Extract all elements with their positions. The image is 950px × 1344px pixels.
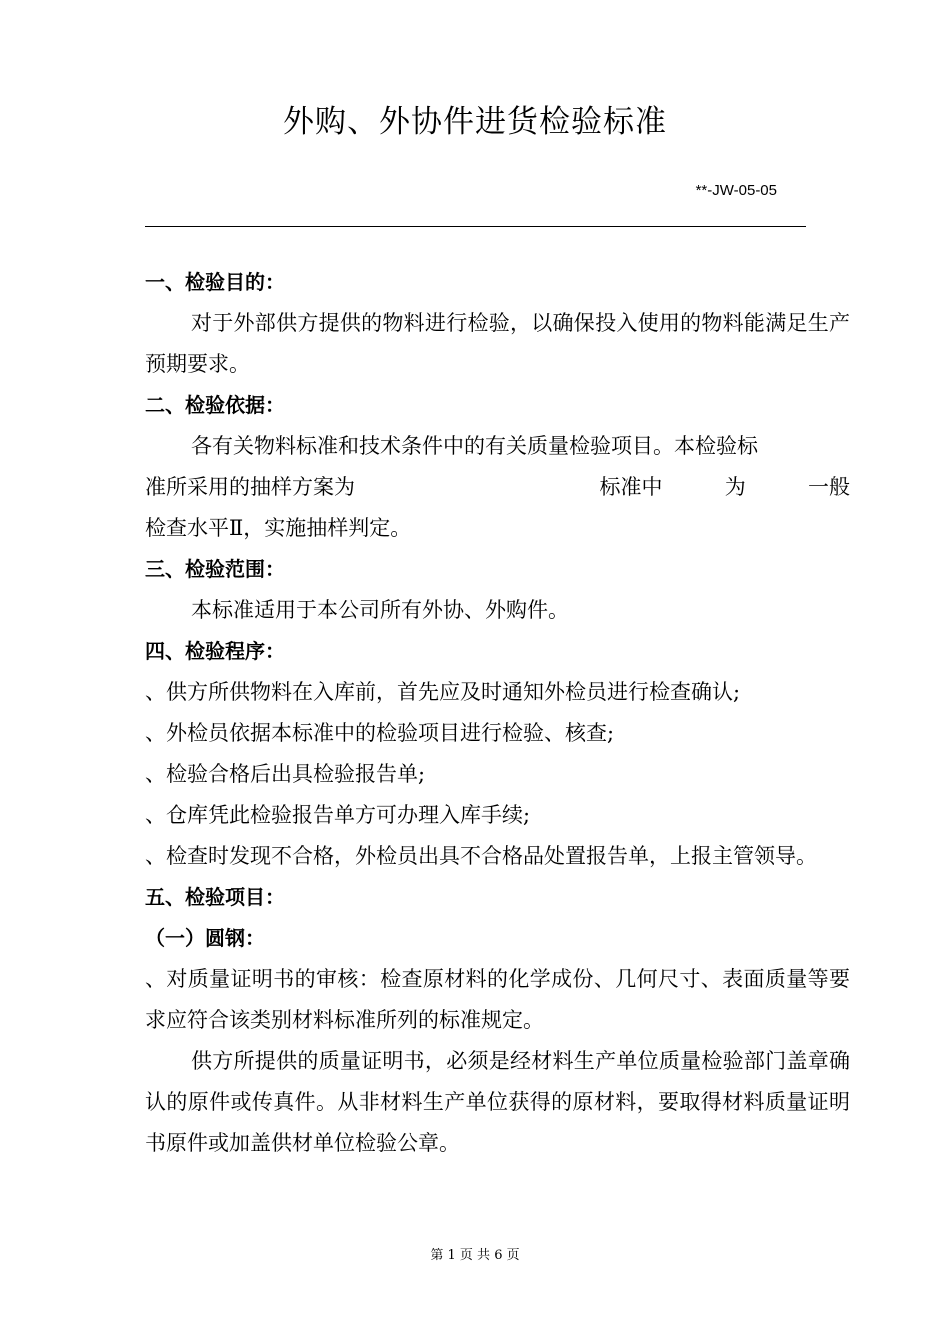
basis-paragraph-line1: 各有关物料标准和技术条件中的有关质量检验项目。本检验标 bbox=[191, 434, 758, 458]
basis-paragraph-line2 bbox=[145, 467, 850, 508]
document-code: **-JW-05-05 bbox=[695, 182, 777, 199]
round-steel-item: 、对质量证明书的审核：检查原材料的化学成份、几何尺寸、表面质量等要求应符合该类别材料标准所列的标准规定。 bbox=[145, 967, 850, 1032]
basis-line2-part3: 为 bbox=[724, 475, 746, 499]
procedure-item: 、仓库凭此检验报告单方可办理入库手续; bbox=[145, 803, 531, 827]
subsection-heading-round-steel: （一）圆钢： bbox=[145, 926, 265, 950]
document-body bbox=[145, 262, 850, 1164]
basis-paragraph-line3: 检查水平Ⅱ，实施抽样判定。 bbox=[145, 516, 412, 540]
basis-line2-part1: 准所采用的抽样方案为 bbox=[145, 475, 355, 499]
basis-line2-part4: 一般 bbox=[808, 475, 850, 499]
procedure-item: 、外检员依据本标准中的检验项目进行检验、核查; bbox=[145, 721, 615, 745]
section-heading-basis: 二、检验依据： bbox=[145, 393, 285, 417]
scope-paragraph: 本标准适用于本公司所有外协、外购件。 bbox=[191, 598, 569, 622]
page-title: 外购、外协件进货检验标准 bbox=[283, 104, 667, 140]
basis-line2-part2: 标准中 bbox=[599, 475, 663, 499]
section-heading-procedure: 四、检验程序： bbox=[145, 639, 285, 663]
section-heading-scope: 三、检验范围： bbox=[145, 557, 285, 581]
round-steel-paragraph: 供方所提供的质量证明书，必须是经材料生产单位质量检验部门盖章确认的原件或传真件。从非材料生产单位获得的原材料，要取得材料质量证明书原件或加盖供材单位检验公章。 bbox=[145, 1049, 850, 1155]
section-heading-items: 五、检验项目： bbox=[145, 885, 285, 909]
page-footer: 第 1 页 共 6 页 bbox=[430, 1248, 520, 1263]
procedure-item: 、检查时发现不合格，外检员出具不合格品处置报告单，上报主管领导。 bbox=[145, 844, 817, 868]
basis-line2-gap bbox=[417, 467, 537, 508]
procedure-item: 、检验合格后出具检验报告单; bbox=[145, 762, 426, 786]
section-heading-purpose: 一、检验目的： bbox=[145, 270, 285, 294]
purpose-paragraph: 对于外部供方提供的物料进行检验，以确保投入使用的物料能满足生产预期要求。 bbox=[145, 311, 850, 376]
procedure-item: 、供方所供物料在入库前，首先应及时通知外检员进行检查确认; bbox=[145, 680, 741, 704]
header-rule bbox=[145, 226, 806, 227]
